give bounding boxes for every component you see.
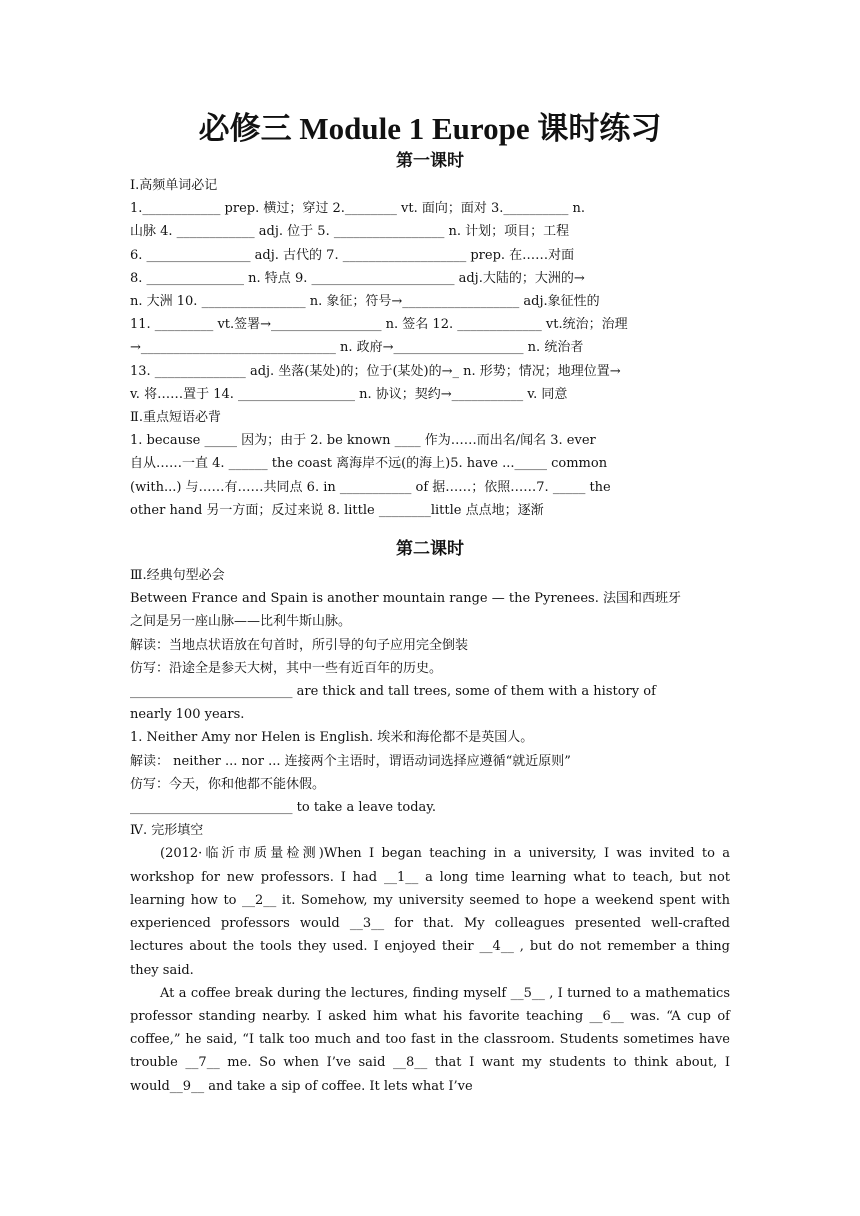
vocab-line: 山脉 4. ____________ adj. 位于 5. _________________ n. 计划；项目；工程 bbox=[130, 224, 570, 240]
sentence-line: _________________________ to take a leave today. bbox=[130, 800, 437, 816]
sentence-line: 仿写：今天，你和他都不能休假。 bbox=[130, 776, 326, 792]
section-4-title: Ⅳ. 完形填空 bbox=[130, 823, 204, 839]
sentence-line: 之间是另一座山脉——比利牛斯山脉。 bbox=[130, 614, 352, 630]
section-2-title: Ⅱ.重点短语必背 bbox=[130, 410, 221, 426]
vocab-line: →______________________________ n. 政府→____________________ n. 统治者 bbox=[130, 340, 584, 356]
sentence-line: 1. Neither Amy nor Helen is English. 埃米和海伦都不是英国人。 bbox=[130, 730, 534, 746]
lesson-2-heading: 第二课时 bbox=[396, 539, 464, 560]
vocab-line: 8. _______________ n. 特点 9. ______________________ adj.大陆的；大洲的→ bbox=[130, 270, 585, 286]
document-title: 必修三 Module 1 Europe 课时练习 bbox=[198, 111, 662, 146]
lesson-1-heading: 第一课时 bbox=[396, 151, 464, 171]
document-content bbox=[130, 100, 730, 1098]
vocab-line: 13. ______________ adj. 坐落(某处)的；位于(某处)的→_ n. 形势；情况；地理位置→ bbox=[130, 363, 621, 379]
sentence-line: 仿写：沿途全是参天大树，其中一些有近百年的历史。 bbox=[130, 660, 443, 676]
vocab-line: 11. _________ vt.签署→_________________ n. 签名 12. _____________ vt.统治；治理 bbox=[130, 317, 628, 333]
phrase-line: (with...) 与……有……共同点 6. in ___________ of 据……；依照……7. _____ the bbox=[130, 479, 611, 495]
cloze-paragraph-2: At a coffee break during the lectures, finding myself __5__ , I turned to a mathematics professor standing nearby. I asked him what his favorite teaching __6__ was. “A cup of coffee,” he said, “I talk too much and too fast in the classroom. Students sometimes have trouble __7__ me. So when I’ve said __8__ that I want my students to think about, I would__9__ and take a sip of coffee. It lets what I’ve bbox=[130, 985, 730, 1094]
sentence-line: 解读： neither ... nor ... 连接两个主语时，谓语动词选择应遵循“就近原则” bbox=[130, 753, 571, 769]
phrase-line: 自从……一直 4. ______ the coast 离海岸不远(的海上)5. have ..._____ common bbox=[130, 456, 608, 472]
vocab-line: n. 大洲 10. ________________ n. 象征；符号→__________________ adj.象征性的 bbox=[130, 294, 600, 310]
vocab-line: v. 将……置于 14. __________________ n. 协议；契约→___________ v. 同意 bbox=[130, 386, 568, 402]
section-3-title: Ⅲ.经典句型必会 bbox=[130, 568, 225, 584]
phrase-line: 1. because _____ 因为；由于 2. be known ____ 作为……而出名/闻名 3. ever bbox=[130, 433, 596, 449]
sentence-line: 解读：当地点状语放在句首时，所引导的句子应用完全倒装 bbox=[130, 637, 469, 653]
sentence-line: nearly 100 years. bbox=[130, 707, 245, 723]
sentence-line: _________________________ are thick and tall trees, some of them with a history of bbox=[130, 684, 656, 700]
section-1-title: Ⅰ.高频单词必记 bbox=[130, 178, 218, 193]
phrase-line: other hand 另一方面；反过来说 8. little ________little 点点地；逐渐 bbox=[130, 502, 544, 518]
sentence-line: Between France and Spain is another mountain range — the Pyrenees. 法国和西班牙 bbox=[130, 591, 681, 607]
cloze-paragraph-1: (2012·临沂市质量检测)When I began teaching in a university, I was invited to a workshop for new professors. I had __1__ a long time learning what to teach, but not learning how to __2__ it. Somehow, my university seemed to hope a weekend spent with experienced professors would __3__ for that. My colleagues presented well-crafted lectures about the tools they used. I enjoyed their __4__ , but do not remember a thing they said. bbox=[130, 846, 730, 978]
vocab-line: 1.____________ prep. 横过；穿过 2.________ vt. 面向；面对 3.__________ n. bbox=[130, 201, 586, 217]
vocab-line: 6. ________________ adj. 古代的 7. ___________________ prep. 在……对面 bbox=[130, 247, 575, 263]
